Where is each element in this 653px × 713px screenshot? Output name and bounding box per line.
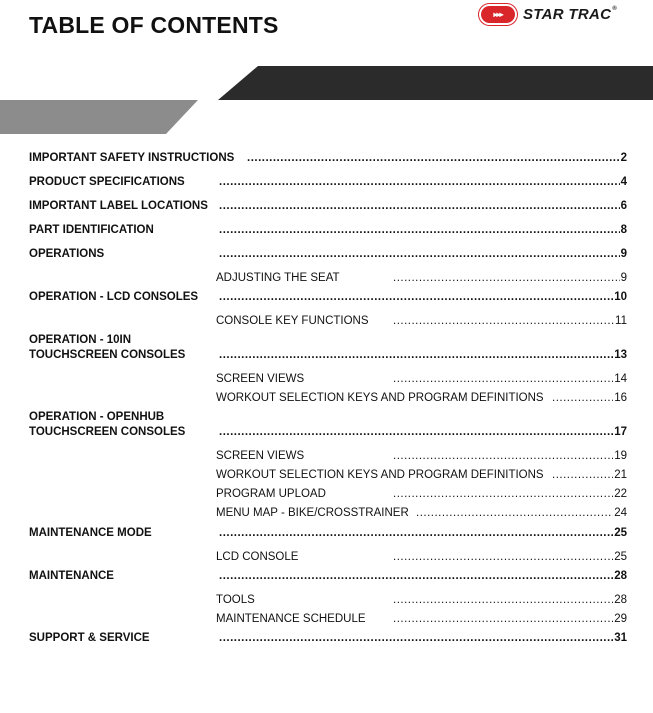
toc-entry-label: ADJUSTING THE SEAT bbox=[216, 272, 340, 284]
toc-leader bbox=[219, 176, 620, 188]
toc-entry-label: SCREEN VIEWS bbox=[216, 373, 305, 385]
toc-entry-label: MAINTENANCE SCHEDULE bbox=[216, 613, 366, 625]
toc-entry-label: PRODUCT SPECIFICATIONS bbox=[29, 176, 185, 188]
toc-leader bbox=[219, 632, 613, 644]
toc-leader bbox=[219, 224, 620, 236]
toc-entry-label: PROGRAM UPLOAD bbox=[216, 488, 326, 500]
toc-entry-label: OPERATIONS bbox=[29, 248, 105, 260]
toc-leader bbox=[393, 551, 613, 563]
toc-leader bbox=[219, 527, 613, 539]
toc-leader bbox=[393, 613, 613, 625]
toc-leader bbox=[393, 315, 614, 327]
toc-entry-label: OPERATION - 10IN bbox=[29, 334, 132, 346]
toc-entry-label: MAINTENANCE bbox=[29, 570, 114, 582]
toc-entry-page: 9 bbox=[620, 248, 627, 260]
toc-entry-page: 13 bbox=[614, 349, 627, 361]
toc-entry-label: TOOLS bbox=[216, 594, 255, 606]
toc-entry-page: 17 bbox=[614, 426, 627, 438]
toc-entry-page: 28 bbox=[614, 594, 627, 606]
toc-entry-page: 31 bbox=[614, 632, 627, 644]
toc-entry-label: TOUCHSCREEN CONSOLES bbox=[29, 349, 186, 361]
toc-entry-page: 25 bbox=[614, 551, 627, 563]
toc-entry-page: 25 bbox=[614, 527, 627, 539]
toc-entry-label: MAINTENANCE MODE bbox=[29, 527, 152, 539]
toc-leader bbox=[393, 373, 613, 385]
toc-entry-page: 2 bbox=[620, 152, 627, 164]
toc-leader bbox=[219, 426, 613, 438]
brand-name: STAR TRAC® bbox=[523, 6, 617, 23]
toc-entry-page: 4 bbox=[620, 176, 627, 188]
arrows-icon: ▸▸▸ bbox=[481, 6, 515, 23]
toc-leader bbox=[219, 200, 620, 212]
toc-entry-label: TOUCHSCREEN CONSOLES bbox=[29, 426, 186, 438]
toc-leader bbox=[552, 392, 613, 404]
toc-entry-label: WORKOUT SELECTION KEYS AND PROGRAM DEFINITIONS bbox=[216, 392, 544, 404]
toc-entry-label: CONSOLE KEY FUNCTIONS bbox=[216, 315, 369, 327]
toc-leader bbox=[552, 469, 613, 481]
toc-entry-page: 28 bbox=[614, 570, 627, 582]
toc-entry-label: LCD CONSOLE bbox=[216, 551, 299, 563]
toc-leader bbox=[393, 488, 613, 500]
toc-leader bbox=[247, 152, 620, 164]
toc-entry-label: MENU MAP - BIKE/CROSSTRAINER bbox=[216, 507, 409, 519]
toc-entry-label: SCREEN VIEWS bbox=[216, 450, 305, 462]
toc-entry-page: 29 bbox=[614, 613, 627, 625]
toc-leader bbox=[219, 248, 620, 260]
page-title: TABLE OF CONTENTS bbox=[29, 12, 279, 38]
toc-entry-label: IMPORTANT LABEL LOCATIONS bbox=[29, 200, 208, 212]
toc-entry-page: 10 bbox=[614, 291, 627, 303]
toc-entry-page: 11 bbox=[615, 315, 627, 327]
toc-leader bbox=[393, 594, 613, 606]
toc-entry-page: 22 bbox=[614, 488, 627, 500]
toc-entry-label: SUPPORT & SERVICE bbox=[29, 632, 150, 644]
toc-leader bbox=[219, 291, 613, 303]
toc-entry-page: 19 bbox=[614, 450, 627, 462]
toc-leader bbox=[219, 349, 613, 361]
toc-entry-label: PART IDENTIFICATION bbox=[29, 224, 154, 236]
toc-entry-page: 16 bbox=[614, 392, 627, 404]
toc-entry-page: 21 bbox=[614, 469, 627, 481]
toc-entry-page: 8 bbox=[620, 224, 627, 236]
toc-entry-label: OPERATION - OPENHUB bbox=[29, 411, 165, 423]
toc-entry-page: 6 bbox=[620, 200, 627, 212]
toc-entry-label: WORKOUT SELECTION KEYS AND PROGRAM DEFINITIONS bbox=[216, 469, 544, 481]
toc-entry-page: 24 bbox=[614, 507, 627, 519]
toc-leader bbox=[393, 272, 620, 284]
toc-leader bbox=[219, 570, 613, 582]
toc-entry-page: 14 bbox=[614, 373, 627, 385]
toc-entry-label: OPERATION - LCD CONSOLES bbox=[29, 291, 199, 303]
toc-entry-label: IMPORTANT SAFETY INSTRUCTIONS bbox=[29, 152, 235, 164]
toc-entry-page: 9 bbox=[620, 272, 627, 284]
toc-leader bbox=[393, 450, 613, 462]
toc-leader bbox=[416, 507, 613, 519]
